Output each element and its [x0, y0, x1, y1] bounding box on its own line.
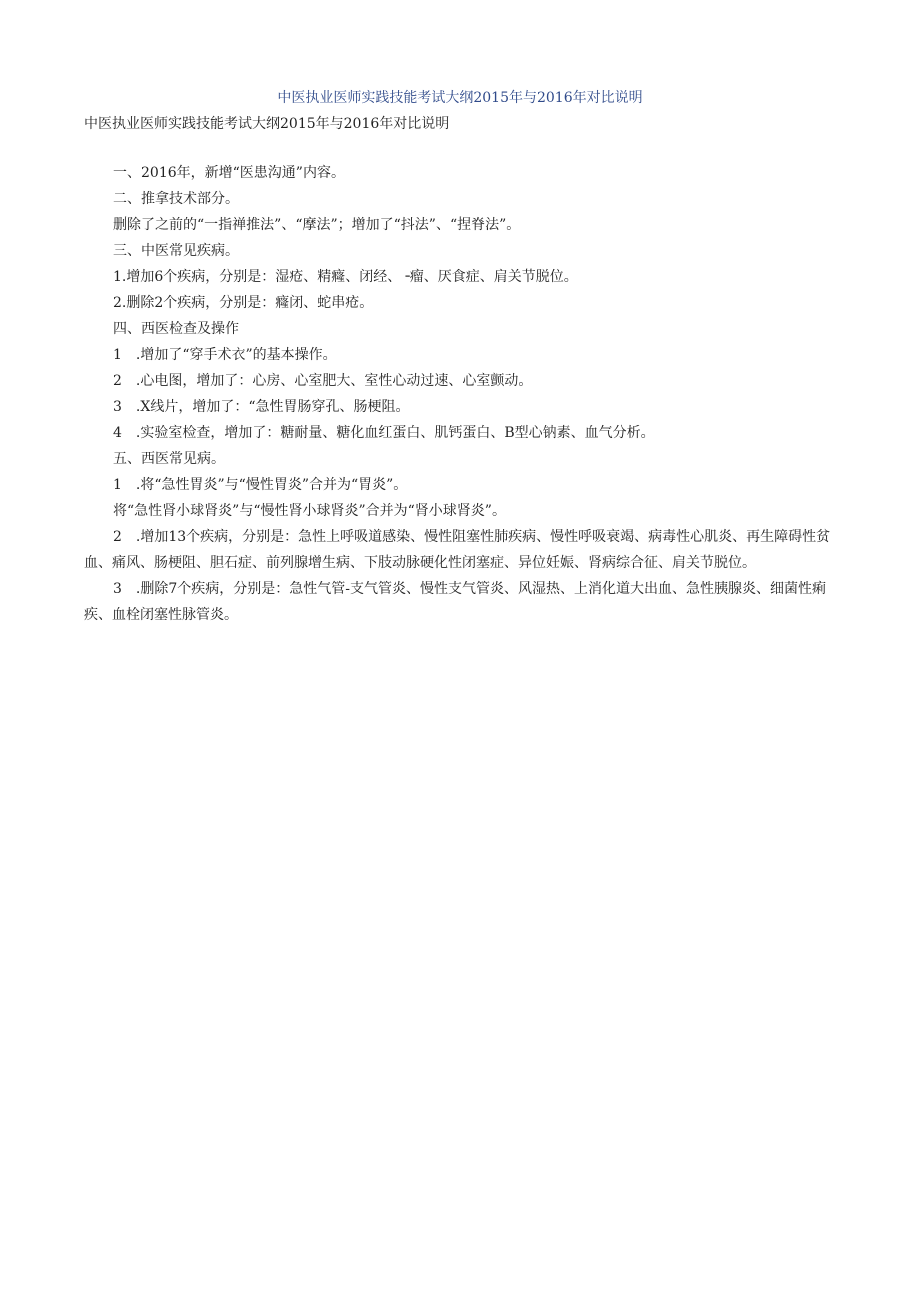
- paragraph: 1.增加6个疾病，分别是：湿疮、精癃、闭经、╶瘤、厌食症、肩关节脱位。: [113, 269, 578, 285]
- paragraph: 三、中医常见疾病。: [113, 243, 239, 259]
- paragraph: 将“急性肾小球肾炎”与“慢性肾小球肾炎”合并为“肾小球肾炎”。: [113, 503, 506, 519]
- paragraph: 删除了之前的“一指禅推法”、“摩法”；增加了“抖法”、“捏脊法”。: [113, 217, 521, 233]
- paragraph: 四、西医检查及操作: [113, 321, 239, 337]
- running-header-title: 中医执业医师实践技能考试大纲2015年与2016年对比说明: [277, 90, 643, 106]
- document-title: 中医执业医师实践技能考试大纲2015年与2016年对比说明: [84, 116, 450, 132]
- paragraph: 一、2016年，新增“医患沟通”内容。: [113, 165, 345, 181]
- document-body: [84, 160, 834, 628]
- paragraph: 2 .心电图，增加了：心房、心室肥大、室性心动过速、心室颤动。: [113, 373, 533, 389]
- paragraph: 2.删除2个疾病，分别是：癃闭、蛇串疮。: [113, 295, 374, 311]
- paragraph: 五、西医常见病。: [113, 451, 225, 467]
- paragraph: 3 .X线片，增加了：“急性胃肠穿孔、肠梗阻。: [113, 399, 410, 415]
- paragraph: 1 .将“急性胃炎”与“慢性胃炎”合并为“胃炎”。: [113, 477, 408, 493]
- paragraph: 4 .实验室检查，增加了：糖耐量、糖化血红蛋白、肌钙蛋白、B型心钠素、血气分析。: [113, 425, 655, 441]
- paragraph: 3 .删除7个疾病，分别是：急性气管-支气管炎、慢性支气管炎、风湿热、上消化道大出血、急性胰腺炎、细菌性痢疾、血栓闭塞性脉管炎。: [84, 581, 826, 623]
- paragraph: 1 .增加了“穿手术衣”的基本操作。: [113, 347, 337, 363]
- paragraph: 二、推拿技术部分。: [113, 191, 239, 207]
- paragraph: 2 .增加13个疾病，分别是：急性上呼吸道感染、慢性阻塞性肺疾病、慢性呼吸衰竭、病毒性心肌炎、再生障碍性贫血、痛风、肠梗阻、胆石症、前列腺增生病、下肢动脉硬化性闭塞症、异位妊娠、肾病综合征、肩关节脱位。: [84, 529, 831, 571]
